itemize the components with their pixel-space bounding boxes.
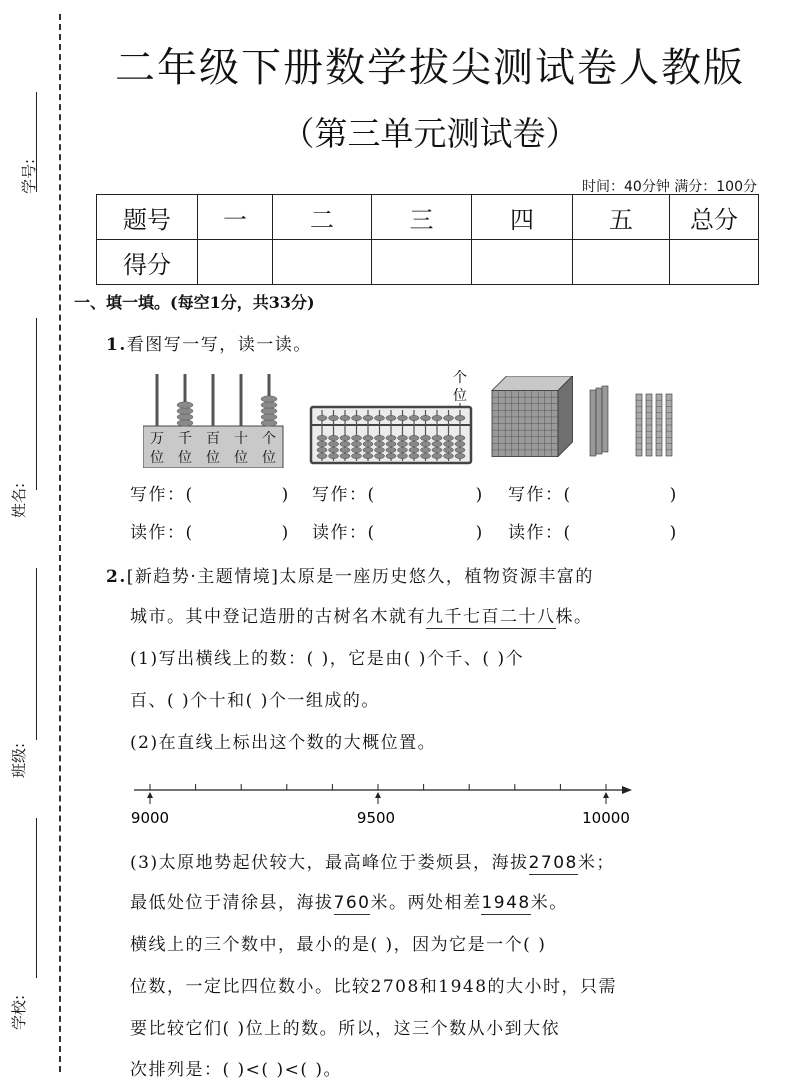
counting-frame-figure [143, 370, 285, 468]
abacus-bead [340, 447, 350, 452]
read-label: 读作：( [130, 523, 194, 543]
p3-text: 最低处位于清徐县，海拔 [130, 893, 334, 913]
abacus-bead [317, 453, 327, 458]
number-line[interactable] [120, 776, 650, 832]
q2-part3-line6[interactable]: 次排列是：( )<( )<( )。 [130, 1060, 342, 1080]
q2-part3-line4: 位数，一定比四位数小。比较2708和1948的大小时，只需 [130, 977, 618, 997]
altitude-difference-value: 1948 [481, 893, 531, 913]
question-2-intro-line1 [106, 562, 594, 587]
score-cell[interactable] [198, 240, 273, 285]
question-2-number: 2. [106, 567, 127, 587]
abacus-bead [329, 415, 339, 420]
name-label: 姓名: [10, 482, 28, 518]
abacus-bead [352, 415, 362, 420]
abacus-bead [455, 435, 465, 440]
abacus-bead [398, 453, 408, 458]
close-paren: ) [281, 485, 290, 505]
abacus-bead [329, 435, 339, 440]
abacus-bead [317, 447, 327, 452]
score-table [96, 194, 759, 285]
abacus-bead [363, 415, 373, 420]
score-cell[interactable] [472, 240, 573, 285]
abacus-bead [398, 435, 408, 440]
abacus-bead [444, 441, 454, 446]
score-table-header-cell: 四 [472, 195, 573, 240]
abacus-bead [421, 453, 431, 458]
abacus-bead [421, 435, 431, 440]
write-label: 写作：( [508, 485, 572, 505]
close-paren: ) [281, 523, 290, 543]
abacus-bead [409, 453, 419, 458]
abacus-bead [444, 435, 454, 440]
number-line-marker [147, 792, 153, 798]
abacus-bead [375, 441, 385, 446]
p3-text: 米。两处相差 [370, 893, 482, 913]
q2-part3-line1 [130, 848, 615, 873]
hundred-flat [596, 388, 602, 454]
intro-text: 城市。其中登记造册的古树名木就有 [130, 607, 426, 627]
place-label-char: 位 [150, 450, 164, 466]
ones-beads [261, 396, 277, 426]
abacus-bead [363, 441, 373, 446]
student-id-label: 学号: [20, 158, 38, 194]
abacus-bead [398, 415, 408, 420]
abacus-ones-label-char: 个 [453, 370, 467, 386]
score-cell[interactable] [372, 240, 472, 285]
place-label-char: 万 [150, 431, 164, 447]
abacus-bead [432, 441, 442, 446]
read-label: 读作：( [508, 523, 572, 543]
abacus-bead [375, 447, 385, 452]
hundred-flat [590, 390, 596, 456]
place-label-char: 十 [234, 431, 248, 447]
abacus-bead [375, 435, 385, 440]
abacus-bead [352, 435, 362, 440]
class-label: 班级: [10, 742, 28, 778]
score-table-header-cell: 二 [273, 195, 372, 240]
question-1-number: 1. [106, 335, 127, 355]
score-table-header-cell: 五 [573, 195, 670, 240]
score-cell[interactable] [273, 240, 372, 285]
thousands-beads [177, 402, 193, 426]
number-line-label: 10000 [582, 809, 630, 827]
number-line-marker [603, 792, 609, 798]
score-table-header-cell: 一 [198, 195, 273, 240]
q2-part2-line: (2)在直线上标出这个数的大概位置。 [130, 733, 437, 753]
number-line-arrow [622, 786, 632, 794]
abacus-bead [352, 447, 362, 452]
abacus-bead [455, 453, 465, 458]
abacus-bead [455, 441, 465, 446]
write-label: 写作：( [312, 485, 376, 505]
thousand-cube-blocks [492, 376, 672, 457]
close-paren: ) [475, 485, 484, 505]
abacus-bead [409, 447, 419, 452]
hundred-flat [602, 386, 608, 452]
abacus-bead [375, 415, 385, 420]
question-2-tag: [新趋势·主题情境] [126, 567, 280, 587]
abacus-bead [432, 447, 442, 452]
abacus-bead [329, 441, 339, 446]
read-label: 读作：( [312, 523, 376, 543]
q1-read-row [508, 518, 678, 543]
q2-part1-line1[interactable]: (1)写出横线上的数：( )，它是由( )个千、( )个 [130, 649, 525, 669]
abacus-bead [386, 453, 396, 458]
abacus-bead [409, 435, 419, 440]
name-field[interactable] [10, 318, 50, 518]
p3-text: 米。 [530, 893, 568, 913]
abacus-bead [352, 441, 362, 446]
place-label-char: 百 [206, 431, 220, 447]
p3-text: 米； [577, 853, 615, 873]
place-label-char: 位 [206, 450, 220, 466]
q1-write-row [130, 480, 290, 505]
abacus-bead [329, 447, 339, 452]
lowest-altitude-value: 760 [333, 893, 371, 913]
abacus-bead [409, 415, 419, 420]
abacus-bead [398, 447, 408, 452]
abacus-bead [398, 441, 408, 446]
abacus-bead [317, 441, 327, 446]
class-line [36, 568, 37, 740]
abacus-bead [432, 453, 442, 458]
abacus-bead [340, 435, 350, 440]
abacus-bead [409, 441, 419, 446]
abacus-bead [386, 441, 396, 446]
write-label: 写作：( [130, 485, 194, 505]
name-line [36, 318, 37, 490]
abacus-bead [375, 453, 385, 458]
q2-part3-line5[interactable]: 要比较它们( )位上的数。所以，这三个数从小到大依 [130, 1019, 561, 1039]
q1-write-row [508, 480, 678, 505]
question-1-prompt [106, 330, 312, 355]
abacus-bead [386, 435, 396, 440]
abacus-bead [421, 447, 431, 452]
question-2-intro-line2 [130, 602, 593, 627]
abacus-figure [308, 370, 478, 468]
question-2-intro: 太原是一座历史悠久，植物资源丰富的 [279, 567, 594, 587]
abacus-bead [340, 441, 350, 446]
abacus-bead [317, 415, 327, 420]
abacus-bead [340, 415, 350, 420]
abacus-bead [329, 453, 339, 458]
abacus-bead [421, 441, 431, 446]
place-label-char: 位 [262, 450, 276, 466]
number-line-label: 9000 [130, 809, 170, 827]
place-label-char: 个 [262, 431, 276, 447]
abacus-bead [455, 447, 465, 452]
score-table-score-row [97, 240, 759, 285]
question-1-text: 看图写一写，读一读。 [126, 335, 312, 355]
abacus-bead [363, 435, 373, 440]
number-line-marker [375, 792, 381, 798]
class-field[interactable] [10, 568, 50, 778]
score-cell[interactable] [573, 240, 670, 285]
school-field[interactable] [10, 818, 50, 1030]
q1-read-row [312, 518, 484, 543]
school-label: 学校: [10, 994, 28, 1030]
q1-read-row [130, 518, 290, 543]
abacus-bead [444, 447, 454, 452]
number-line-label: 9500 [356, 809, 396, 827]
score-table-header-cell: 总分 [670, 195, 759, 240]
close-paren: ) [669, 523, 678, 543]
abacus-bead [421, 415, 431, 420]
place-label-char: 千 [178, 431, 192, 447]
score-table-header-cell: 题号 [97, 195, 198, 240]
abacus-bead [455, 415, 465, 420]
underlined-number-words: 九千七百二十八 [426, 607, 556, 627]
student-id-field[interactable] [10, 92, 50, 212]
close-paren: ) [669, 485, 678, 505]
place-label-char: 位 [178, 450, 192, 466]
abacus-bead [386, 415, 396, 420]
close-paren: ) [475, 523, 484, 543]
score-row-label: 得分 [97, 240, 198, 285]
q1-write-row [312, 480, 484, 505]
q2-part1-line2[interactable]: 百、( )个十和( )个一组成的。 [130, 691, 380, 711]
time-score-info: 时间：40分钟 满分：100分 [582, 179, 757, 195]
abacus-bead [444, 453, 454, 458]
abacus-bead [363, 447, 373, 452]
abacus-bead [432, 435, 442, 440]
page-subtitle: （第三单元测试卷） [281, 114, 579, 153]
abacus-bead [317, 435, 327, 440]
score-table-header-cell: 三 [372, 195, 472, 240]
abacus-bead [444, 415, 454, 420]
abacus-bead [386, 447, 396, 452]
abacus-bead [363, 453, 373, 458]
place-label-char: 位 [234, 450, 248, 466]
q2-part3-line2 [130, 888, 568, 913]
binding-dashed-line [59, 14, 61, 1072]
base-ten-blocks-figure [490, 376, 680, 462]
abacus-bead [432, 415, 442, 420]
q2-part3-line3[interactable]: 横线上的三个数中，最小的是( )，因为它是一个( ) [130, 935, 547, 955]
score-table-header-row [97, 195, 759, 240]
abacus-ones-label-char: 位 [453, 388, 467, 404]
section-heading: 一、填一填。(每空1分，共33分) [74, 293, 315, 312]
school-line [36, 818, 37, 978]
score-cell[interactable] [670, 240, 759, 285]
page-title: 二年级下册数学拔尖测试卷人教版 [115, 45, 745, 91]
abacus-bead [340, 453, 350, 458]
number-line-ticks [134, 784, 632, 804]
p3-text: (3)太原地势起伏较大，最高峰位于娄烦县，海拔 [130, 853, 529, 873]
abacus-bead [352, 453, 362, 458]
intro-text-end: 株。 [555, 607, 593, 627]
highest-altitude-value: 2708 [528, 853, 578, 873]
